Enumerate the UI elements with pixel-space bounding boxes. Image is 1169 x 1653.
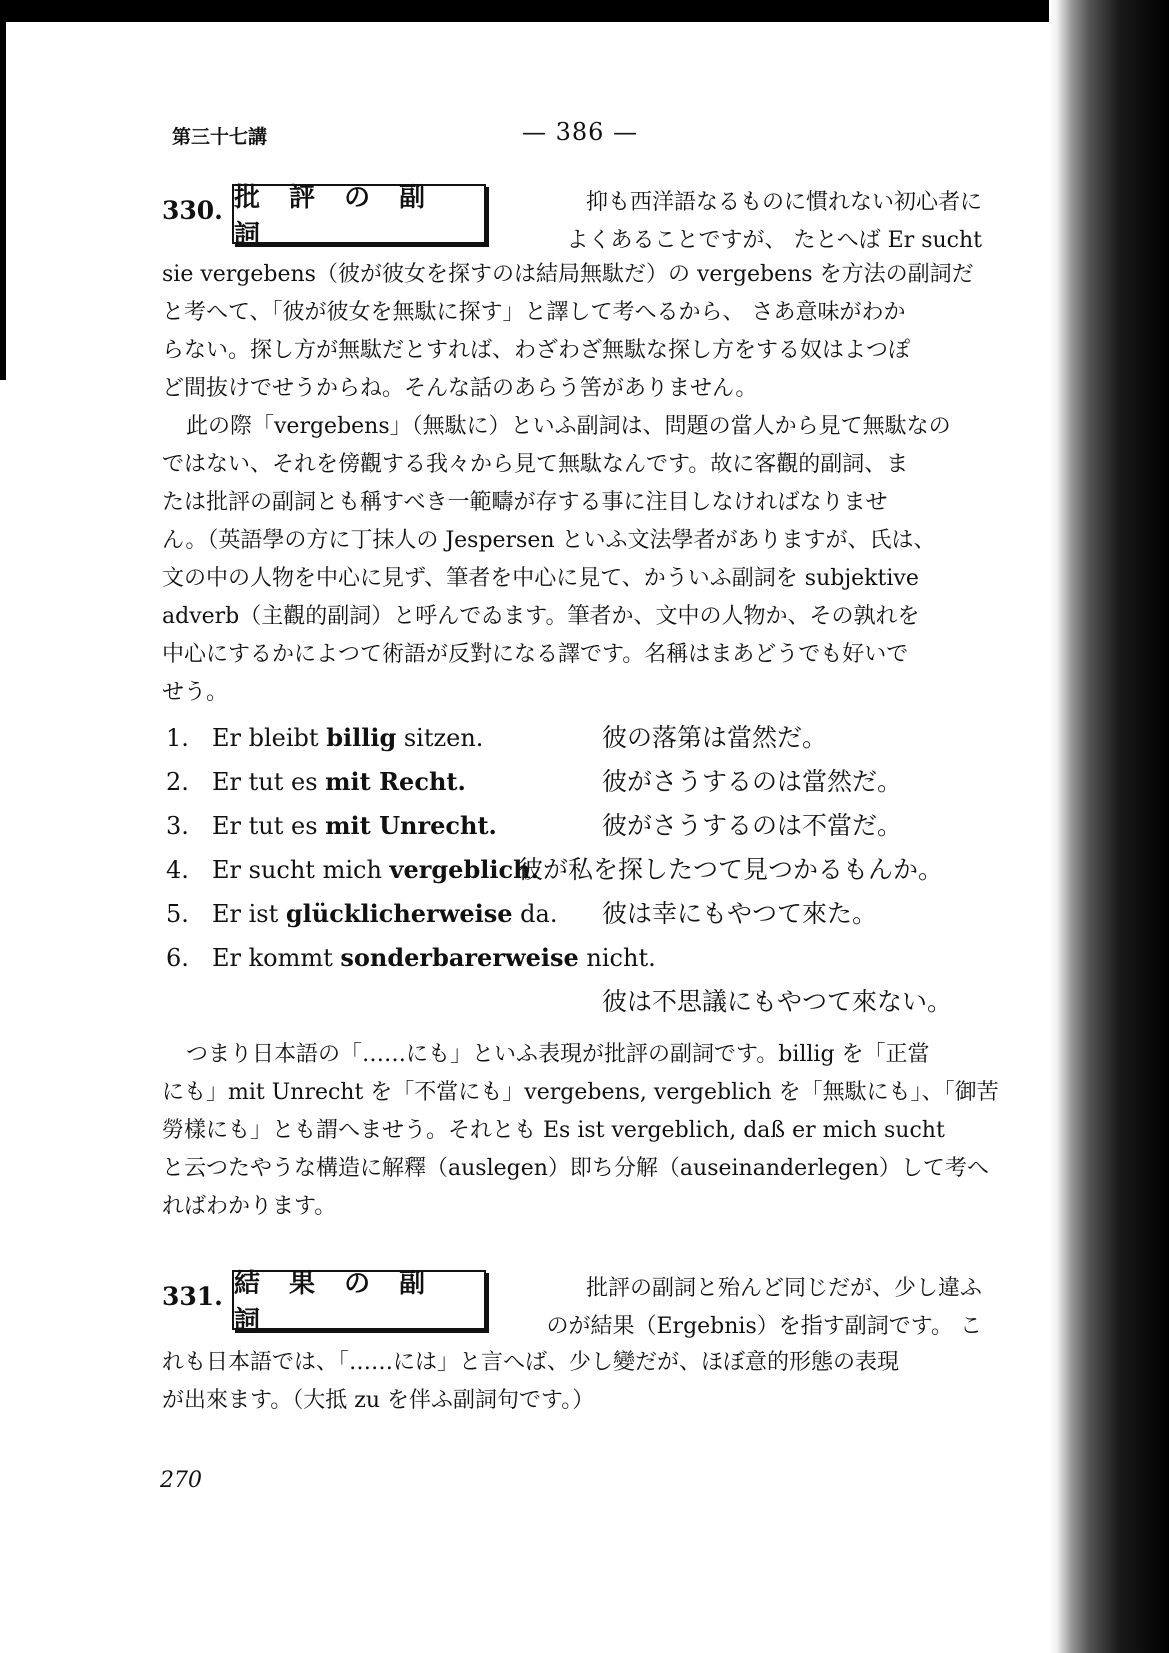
text-line: らない。探し方が無駄だとすれば、わざわざ無駄な探し方をする奴はよつぽ xyxy=(162,338,911,363)
example-japanese: 彼がさうするのは當然だ。 xyxy=(602,767,903,796)
text-line: adverb（主觀的副詞）と呼んでゐます。筆者か、文中の人物か、その孰れを xyxy=(162,604,920,629)
section-title: 批 評 の 副 詞 xyxy=(234,183,436,250)
example-japanese: 彼が私を探したつて見つかるもんか。 xyxy=(518,855,944,884)
example-number: 6. xyxy=(166,944,189,972)
text-line: 勞樣にも」とも謂へませう。それとも Es ist vergeblich, daß er mich sucht xyxy=(162,1118,945,1143)
text-line: と云つたやうな構造に解釋（auslegen）即ち分解（auseinanderlegen）して考へ xyxy=(162,1156,989,1181)
example-number: 3. xyxy=(166,812,189,840)
example-german: Er bleibt billig sitzen. xyxy=(212,723,484,752)
lead-line: 批評の副詞と殆んど同じだが、少し違ふ xyxy=(585,1276,982,1301)
section-title-box xyxy=(232,1269,486,1336)
text-line: が出來ます。（大抵 zu を伴ふ副詞句です。） xyxy=(162,1388,595,1413)
section-lead xyxy=(522,184,982,260)
page-header xyxy=(162,118,1022,148)
text-line: ではない、それを傍觀する我々から見て無駄なんです。故に客觀的副詞、ま xyxy=(162,452,909,477)
text-line: たは批評の副詞とも稱すべき一範疇が存する事に注目しなければなりませ xyxy=(162,490,888,515)
text-line: ど間抜けでせうからね。そんな話のあらう筈がありません。 xyxy=(162,376,758,401)
example-japanese: 彼は不思議にもやつて來ない。 xyxy=(602,987,953,1016)
scan-top-border xyxy=(0,0,1169,22)
example-item xyxy=(162,760,1022,804)
text-line: と考へて、「彼が彼女を無駄に探す」と譯して考へるから、 さあ意味がわか xyxy=(162,300,906,325)
example-number: 2. xyxy=(166,768,189,796)
paragraph xyxy=(162,408,1022,712)
example-list xyxy=(162,716,1022,1024)
example-german: Er kommt sonderbarerweise nicht. xyxy=(212,943,656,972)
text-line: 此の際「vergebens」（無駄に）といふ副詞は、問題の當人から見て無駄なの xyxy=(186,414,951,439)
text-line: つまり日本語の「……にも」といふ表現が批評の副詞です。billig を「正當 xyxy=(186,1042,930,1067)
text-line: にも」mit Unrecht を「不當にも」vergebens, vergeblich を「無駄にも」、「御苦 xyxy=(162,1080,999,1105)
example-number: 5. xyxy=(166,900,189,928)
scan-left-border xyxy=(0,0,6,380)
example-item xyxy=(162,892,1022,936)
example-item-continuation xyxy=(162,980,1022,1024)
lead-line: よくあることですが、 たとへば Er sucht xyxy=(566,228,982,253)
section-title-box xyxy=(232,183,486,250)
chapter-label: 第三十七講 xyxy=(172,126,268,148)
example-german: Er tut es mit Unrecht. xyxy=(212,811,497,840)
page-number: — 386 — xyxy=(522,118,639,146)
text-line: 文の中の人物を中心に見ず、筆者を中心に見て、かういふ副詞を subjektive xyxy=(162,566,919,591)
example-number: 1. xyxy=(166,724,189,752)
example-item xyxy=(162,804,1022,848)
lead-line: 抑も西洋語なるものに慣れない初心者に xyxy=(585,190,982,215)
example-japanese: 彼がさうするのは不當だ。 xyxy=(602,811,903,840)
example-item xyxy=(162,848,1022,892)
section-title: 結 果 の 副 詞 xyxy=(234,1269,436,1336)
example-item xyxy=(162,936,1022,980)
example-japanese: 彼の落第は當然だ。 xyxy=(602,723,828,752)
paragraph xyxy=(162,1036,1022,1226)
example-german: Er sucht mich vergeblich. xyxy=(212,855,539,884)
text-line: ん。（英語學の方に丁抹人の Jespersen といふ文法學者がありますが、氏は、 xyxy=(162,528,936,553)
text-line: せう。 xyxy=(162,680,229,705)
example-japanese: 彼は幸にもやつて來た。 xyxy=(602,899,878,928)
text-line: 中心にするかによつて術語が反對になる譯です。名稱はまあどうでも好いで xyxy=(162,642,909,667)
lead-line: のが結果（Ergebnis）を指す副詞です。 こ xyxy=(546,1314,982,1339)
paragraph xyxy=(162,1344,1022,1420)
scan-right-edge-shadow xyxy=(1049,0,1169,1653)
footer-page-number: 270 xyxy=(160,1468,202,1493)
section-number: 331. xyxy=(162,1282,223,1311)
text-line: ればわかります。 xyxy=(162,1194,337,1219)
example-german: Er tut es mit Recht. xyxy=(212,767,466,796)
example-item xyxy=(162,716,1022,760)
paragraph xyxy=(162,256,1022,408)
text-line: sie vergebens（彼が彼女を探すのは結局無駄だ）の vergebens を方法の副詞だ xyxy=(162,262,974,287)
section-lead xyxy=(522,1270,982,1346)
example-german: Er ist glücklicherweise da. xyxy=(212,899,558,928)
section-number: 330. xyxy=(162,196,223,225)
example-number: 4. xyxy=(166,856,189,884)
text-line: れも日本語では、「……には」と言へば、少し變だが、ほぼ意的形態の表現 xyxy=(162,1350,900,1375)
